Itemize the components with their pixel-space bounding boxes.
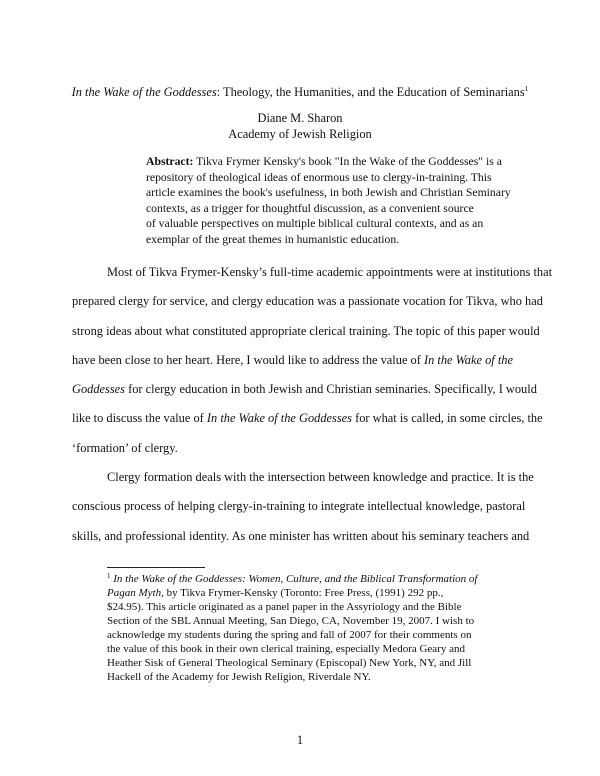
page-number: 1 [296, 733, 304, 747]
footnote-text-run: , by Tikva Frymer-Kensky (Toronto: Free Press, (1991) 292 pp., [161, 587, 444, 599]
footnote-line: $24.95). This article originated as a panel paper in the Assyriology and the Bible [107, 601, 462, 613]
body-text-run: like to discuss the value of [72, 411, 207, 426]
body-line [72, 404, 543, 433]
footnote-line: Section of the SBL Annual Meeting, San Diego, CA, November 19, 2007. I wish to [107, 615, 475, 627]
book-title-ref: In the Wake of the Goddesses [206, 411, 353, 426]
body-line: prepared clergy for service, and clergy education was a passionate vocation for Tikva, who had [72, 294, 543, 309]
footnote-divider [107, 567, 205, 568]
abstract-line: exemplar of the great themes in humanistic education. [146, 232, 400, 246]
footnote-mark: 1 [107, 572, 111, 580]
footnote-line [107, 572, 537, 586]
body-line: conscious process of helping clergy-in-training to integrate intellectual knowledge, pastoral [72, 499, 526, 514]
body-text-run: for clergy education in both Jewish and Christian seminaries. Specifically, I would [125, 382, 537, 397]
body-line: ‘formation’ of clergy. [72, 440, 178, 455]
paper-title [0, 84, 600, 100]
footnote-line [107, 586, 537, 600]
author-name: Diane M. Sharon [257, 111, 343, 125]
footnote-book-title: In the Wake of the Goddesses: Women, Culture, and the Biblical Transformation of [113, 573, 478, 585]
abstract-line: repository of theological ideas of enormous use to clergy-in-training. This [146, 170, 492, 184]
book-title-ref: In the Wake of the [423, 352, 513, 367]
title-footnote-mark[interactable]: 1 [524, 84, 529, 93]
footnote-line: Hackell of the Academy for Jewish Religion, Riverdale NY. [107, 671, 371, 683]
body-line [72, 375, 537, 404]
author-affiliation: Academy of Jewish Religion [228, 126, 372, 141]
abstract-label: Abstract: [146, 155, 194, 168]
footnote-book-title: Pagan Myth [107, 587, 162, 599]
author-block [0, 111, 600, 142]
book-title-ref: Goddesses [72, 382, 125, 397]
abstract-text: Tikva Frymer Kensky's book "In the Wake of the Goddesses" is a [193, 155, 502, 168]
abstract [146, 154, 526, 248]
title-rest: : Theology, the Humanities, and the Education of Seminarians [216, 85, 525, 99]
abstract-line: contexts, as a trigger for thoughtful discussion, as a convenient source [146, 201, 474, 215]
body-line: skills, and professional identity. As one minister has written about his seminary teachers and [72, 528, 530, 543]
abstract-line: article examines the book's usefulness, in both Jewish and Christian Seminary [146, 186, 511, 200]
footnote-line: acknowledge my students during the spring and fall of 2007 for their comments on [107, 629, 472, 641]
abstract-line [146, 154, 526, 170]
body-line [72, 346, 532, 375]
body-text [72, 258, 553, 551]
title-italic: In the Wake of the Goddesses [71, 85, 217, 99]
footnote [107, 572, 537, 684]
abstract-line: of valuable perspectives on multiple biblical cultural contexts, and as an [146, 217, 484, 231]
body-line: Most of Tikva Frymer-Kensky’s full-time academic appointments were at institutions that [107, 265, 553, 279]
footnote-line: the value of this book in their own clerical training, especially Medora Geary and [107, 643, 465, 655]
body-text-run: for what is called, in some circles, the [352, 411, 543, 426]
body-text-run: have been close to her heart. Here, I would like to address the value of [72, 352, 424, 367]
body-line: Clergy formation deals with the intersection between knowledge and practice. It is the [107, 470, 534, 485]
body-line: strong ideas about what constituted appropriate clerical training. The topic of this paper would [72, 323, 540, 338]
footnote-line: Heather Sisk of General Theological Seminary (Episcopal) New York, NY, and Jill [107, 657, 472, 669]
